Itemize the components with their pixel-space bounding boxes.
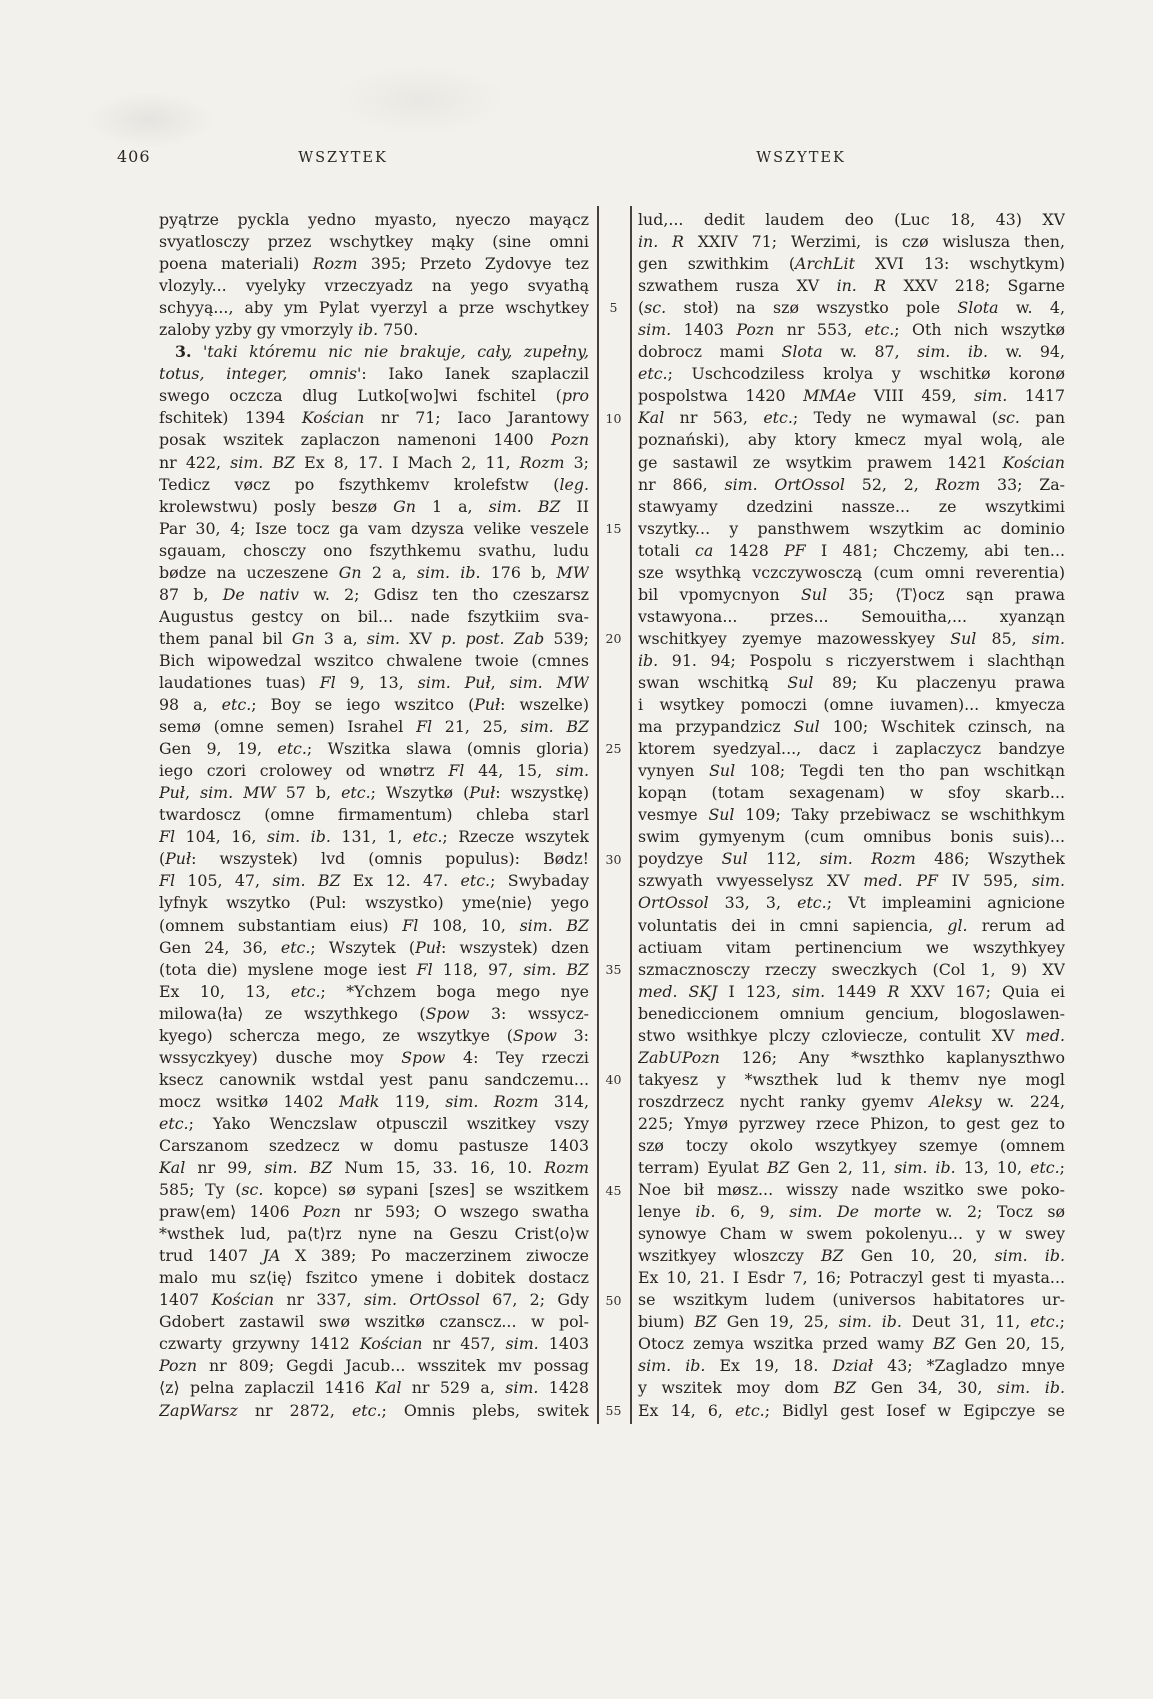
text-line: wszitkyey wloszczy BZ Gen 10, 20, sim. ib.: [638, 1246, 1065, 1266]
text-line: Bich wipowedzal wszitco chwalene twoie (cmnes: [159, 650, 589, 670]
text-line: gen szwithkim (ArchLit XVI 13: wschytkym): [638, 254, 1065, 274]
text-line: Pozn nr 809; Gegdi Jacub... wsszitek mv possag: [159, 1356, 589, 1376]
text-line: lyfnyk wszytko (Pul: wszystko) yme⟨nie⟩ yego: [159, 893, 589, 913]
text-line: iego czori crolowey od wnøtrz Fl 44, 15, sim.: [159, 761, 589, 781]
text-line: Noe bił møsz... wisszy nade wszitko swe poko-: [638, 1180, 1065, 1200]
text-line: sgauam, chosczy ono fszythkemu svathu, ludu: [159, 540, 589, 560]
text-line: poydzye Sul 112, sim. Rozm 486; Wszythek: [638, 849, 1065, 869]
text-line: twardoscz (omne firmamentum) chleba starl: [159, 805, 589, 825]
line-number: 35: [605, 962, 622, 978]
text-line: malo mu sz⟨ię⟩ fszitco ymene i dobitek dostacz: [159, 1268, 589, 1288]
text-line: zaloby yzby gy vmorzyly ib. 750.: [159, 320, 419, 340]
text-line: vynyen Sul 108; Tegdi ten tho pan wschitkąn: [638, 761, 1065, 781]
text-line: lud,... dedit laudem deo (Luc 18, 43) XV: [638, 210, 1065, 229]
text-line: terram) Eyulat BZ Gen 2, 11, sim. ib. 13, 10, etc.;: [638, 1158, 1065, 1178]
text-line: Carszanom szedzecz w domu pastusze 1403: [159, 1135, 589, 1155]
text-line: *wsthek lud, pa⟨t⟩rz nyne na Geszu Crist⟨o⟩w: [159, 1224, 589, 1244]
text-line: (omnem substantiam eius) Fl 108, 10, sim. BZ: [159, 915, 589, 935]
text-line: totali ca 1428 PF I 481; Chczemy, abi ten...: [638, 540, 1065, 560]
text-line: sim. ib. Ex 19, 18. Dział 43; *Zagladzo mnye: [638, 1356, 1065, 1376]
text-line: nr 866, sim. OrtOssol 52, 2, Rozm 33; Za-: [638, 474, 1065, 494]
text-line: 98 a, etc.; Boy se iego wszitco (Puł: wszelke): [159, 695, 589, 715]
text-line: svyatlosczy przez wschytkey mąky (sine omni: [159, 232, 589, 252]
text-line: (Puł: wszystek) lvd (omnis populus): Bødz!: [159, 849, 589, 869]
text-line: med. SKJ I 123, sim. 1449 R XXV 167; Quia ei: [638, 981, 1065, 1001]
text-line: 3. 'taki któremu nic nie brakuje, cały, zupełny,: [175, 342, 589, 362]
text-line: OrtOssol 33, 3, etc.; Vt impleamini agnicione: [638, 893, 1065, 913]
text-line: se wszitkym ludem (universos habitatores ur-: [638, 1290, 1065, 1310]
text-line: (sc. stoł) na szø wszystko pole Slota w. 4,: [638, 298, 1065, 318]
text-line: ZabUPozn 126; Any *wszthko kaplanyszthwo: [638, 1047, 1065, 1067]
text-line: (tota die) myslene moge iest Fl 118, 97, sim. BZ: [159, 959, 589, 979]
text-line: etc.; Uschcodziless krolya y wschitkø koronø: [638, 364, 1065, 384]
text-line: wschitkyey zyemye mazowesskyey Sul 85, sim.: [638, 628, 1065, 648]
text-line: laudationes tuas) Fl 9, 13, sim. Puł, sim. MW: [159, 672, 589, 692]
text-line: bil vpomycnyon Sul 35; ⟨T⟩ocz sąn prawa: [638, 584, 1065, 604]
running-head-right: WSZYTEK: [756, 150, 846, 166]
text-line: 1407 Kościan nr 337, sim. OrtOssol 67, 2; Gdy: [159, 1290, 589, 1310]
text-line: Fl 104, 16, sim. ib. 131, 1, etc.; Rzecze wszytek: [159, 827, 589, 847]
line-number: 55: [605, 1403, 622, 1419]
text-line: Ex 10, 13, etc.; *Ychzem boga mego nye: [159, 981, 589, 1001]
text-line: Fl 105, 47, sim. BZ Ex 12. 47. etc.; Swybaday: [159, 871, 589, 891]
text-line: actiuam vitam pertinencium we wszythkyey: [638, 937, 1065, 957]
right-text-column: [638, 209, 1065, 1422]
text-line: szmacznosczy rzeczy sweczkych (Col 1, 9) XV: [638, 959, 1065, 979]
text-line: vesmye Sul 109; Taky przebiwacz se wschithkym: [638, 805, 1065, 825]
text-line: ⟨z⟩ pelna zaplaczil 1416 Kal nr 529 a, sim. 1428: [159, 1378, 589, 1398]
text-line: ksecz canownik wstdal yest panu sandczemu...: [159, 1069, 589, 1089]
text-line: them panal bil Gn 3 a, sim. XV p. post. Zab 539;: [159, 628, 589, 648]
text-line: poznański), aby ktory kmecz myal wolą, ale: [638, 430, 1065, 450]
text-line: sim. 1403 Pozn nr 553, etc.; Oth nich wszytkø: [638, 320, 1065, 340]
text-line: stawyamy dzedzini nassze... ze wszytkimi: [638, 496, 1065, 516]
line-number: 40: [605, 1072, 622, 1088]
text-line: szwathem rusza XV in. R XXV 218; Sgarne: [638, 276, 1065, 296]
text-line: Gdobert zastawil swø wszitkø czanscz... w pol-: [159, 1312, 589, 1332]
text-line: kyego) schercza mego, ze wszytkye (Spow 3:: [159, 1025, 589, 1045]
line-number: 10: [605, 410, 622, 426]
text-line: synowye Cham w swem pokolenyu... y w swey: [638, 1224, 1065, 1244]
text-line: semø (omne semen) Israhel Fl 21, 25, sim. BZ: [159, 717, 589, 737]
text-line: dobrocz mami Slota w. 87, sim. ib. w. 94,: [638, 342, 1065, 362]
text-line: krolewstwu) posly beszø Gn 1 a, sim. BZ II: [159, 496, 589, 516]
text-line: pospolstwa 1420 MMAe VIII 459, sim. 1417: [638, 386, 1065, 406]
text-line: Gen 9, 19, etc.; Wszitka slawa (omnis gloria): [159, 739, 589, 759]
gutter-rule-right: [630, 206, 632, 1424]
text-line: ge sastawil ze wsytkim prawem 1421 Kościan: [638, 452, 1065, 472]
left-text-column: [159, 209, 589, 1422]
line-number: 45: [605, 1182, 622, 1198]
text-line: trud 1407 JA X 389; Po maczerzinem ziwocze: [159, 1246, 589, 1266]
text-line: takyesz y *wszthek lud k themv nye mogl: [638, 1069, 1065, 1089]
text-line: nr 422, sim. BZ Ex 8, 17. I Mach 2, 11, Rozm 3;: [159, 452, 589, 472]
text-line: Par 30, 4; Isze tocz ga vam dzysza velike veszele: [159, 518, 589, 538]
text-line: Ex 10, 21. I Esdr 7, 16; Potraczyl gest ti myasta...: [638, 1268, 1065, 1288]
text-line: wssyczkyey) dusche moy Spow 4: Tey rzeczi: [159, 1047, 589, 1067]
text-line: szø toczy okolo wszytkyey szemye (omnem: [638, 1135, 1065, 1155]
line-number: 15: [605, 520, 622, 536]
text-line: i wsytkey pomoczi (omne iuvamen)... kmyecza: [638, 695, 1065, 715]
line-number: 50: [605, 1292, 622, 1308]
text-line: praw⟨em⟩ 1406 Pozn nr 593; O wszego swatha: [159, 1202, 589, 1222]
text-line: in. R XXIV 71; Werzimi, is czø wislusza then,: [638, 232, 1065, 252]
text-line: roszdrzecz nycht ranky gyemv Aleksy w. 224,: [638, 1091, 1065, 1111]
text-line: bødze na uczeszene Gn 2 a, sim. ib. 176 b, MW: [159, 562, 589, 582]
text-line: Kal nr 99, sim. BZ Num 15, 33. 16, 10. Rozm: [159, 1158, 589, 1178]
text-line: bium) BZ Gen 19, 25, sim. ib. Deut 31, 11, etc.;: [638, 1312, 1065, 1332]
text-line: Otocz zemya wszitka przed wamy BZ Gen 20, 15,: [638, 1334, 1065, 1354]
text-line: Tedicz vøcz po fszythkemv krolefstw (leg.: [159, 474, 589, 494]
text-line: ktorem syedzyal..., dacz i zaplaczycz bandzye: [638, 739, 1065, 759]
text-line: Gen 24, 36, etc.; Wszytek (Puł: wszystek) dzen: [159, 937, 589, 957]
text-line: posak wszitek zaplaczon namenoni 1400 Pozn: [159, 430, 589, 450]
line-number: 25: [605, 741, 622, 757]
text-line: ma przypandzicz Sul 100; Wschitek czinsch, na: [638, 717, 1065, 737]
text-line: sze wsythką vczczywosczą (cum omni reverentia): [638, 562, 1065, 582]
line-number: 5: [609, 300, 618, 316]
line-number-gutter: [598, 209, 629, 1427]
running-head-left: WSZYTEK: [298, 150, 388, 166]
text-line: 87 b, De nativ w. 2; Gdisz ten tho czeszarsz: [159, 584, 589, 604]
text-line: 585; Ty (sc. kopce) sø sypani [szes] se wszitkem: [159, 1180, 589, 1200]
text-line: Puł, sim. MW 57 b, etc.; Wszytkø (Puł: wszystkę): [159, 783, 589, 803]
line-number: 20: [605, 631, 622, 647]
text-line: kopąn (totam sexagenam) w sfoy skarb...: [638, 783, 1065, 803]
text-line: ib. 91. 94; Pospolu s riczyerstwem i slachthąn: [638, 650, 1065, 670]
text-line: poena materiali) Rozm 395; Przeto Zydovye tez: [159, 254, 589, 274]
text-line: y wszitek moy dom BZ Gen 34, 30, sim. ib.: [638, 1378, 1065, 1398]
text-line: szwyath vwyesselysz XV med. PF IV 595, sim.: [638, 871, 1065, 891]
text-line: vlozyly... vyelyky vrzeczyadz na yego svyathą: [159, 276, 589, 296]
text-line: vstawyona... przes... Semouitha,... xyanząn: [638, 606, 1065, 626]
text-line: 225; Ymyø pyrzwey rzece Phizon, to gest gez to: [638, 1113, 1065, 1133]
text-line: Augustus gestcy on bil... nade fszytkiim sva-: [159, 606, 589, 626]
text-line: etc.; Yako Wenczslaw otpusczil wszitkey vszy: [159, 1113, 589, 1133]
text-line: Kal nr 563, etc.; Tedy ne wymawal (sc. pan: [638, 408, 1065, 428]
text-line: swan wschitką Sul 89; Ku placzenyu prawa: [638, 672, 1065, 692]
text-line: czwarty grzywny 1412 Kościan nr 457, sim. 1403: [159, 1334, 589, 1354]
page-number: 406: [117, 147, 151, 166]
text-line: benediccionem omnium gencium, blogoslawen-: [638, 1003, 1065, 1023]
text-line: voluntatis dei in cmni sapiencia, gl. rerum ad: [638, 915, 1065, 935]
text-line: swego oczcza dlug Lutko[wo]wi fschitel (pro: [159, 386, 589, 406]
text-line: schyyą..., aby ym Pylat vyerzyl a prze wschytkey: [159, 298, 589, 318]
text-line: fschitek) 1394 Kościan nr 71; Iaco Jarantowy: [159, 408, 589, 428]
text-line: mocz wsitkø 1402 Małk 119, sim. Rozm 314,: [159, 1091, 589, 1111]
text-line: stwo wsithkye plczy czloviecze, contulit XV med.: [638, 1025, 1065, 1045]
text-line: milowa⟨ła⟩ ze wszythkego (Spow 3: wssycz-: [159, 1003, 589, 1023]
text-line: ZapWarsz nr 2872, etc.; Omnis plebs, switek: [159, 1400, 589, 1420]
text-line: totus, integer, omnis': Iako Ianek szaplaczil: [159, 364, 589, 384]
text-line: vszytky... y pansthwem wszytkim ac dominio: [638, 518, 1065, 538]
text-line: Ex 14, 6, etc.; Bidlyl gest Iosef w Egipczye se: [638, 1400, 1065, 1420]
text-line: lenye ib. 6, 9, sim. De morte w. 2; Tocz sø: [638, 1202, 1065, 1222]
line-number: 30: [605, 851, 622, 867]
text-line: pyątrze pyckla yedno myasto, nyeczo mayącz: [159, 210, 589, 229]
text-line: swim gymyenym (cum omnibus bonis suis)...: [638, 827, 1065, 847]
